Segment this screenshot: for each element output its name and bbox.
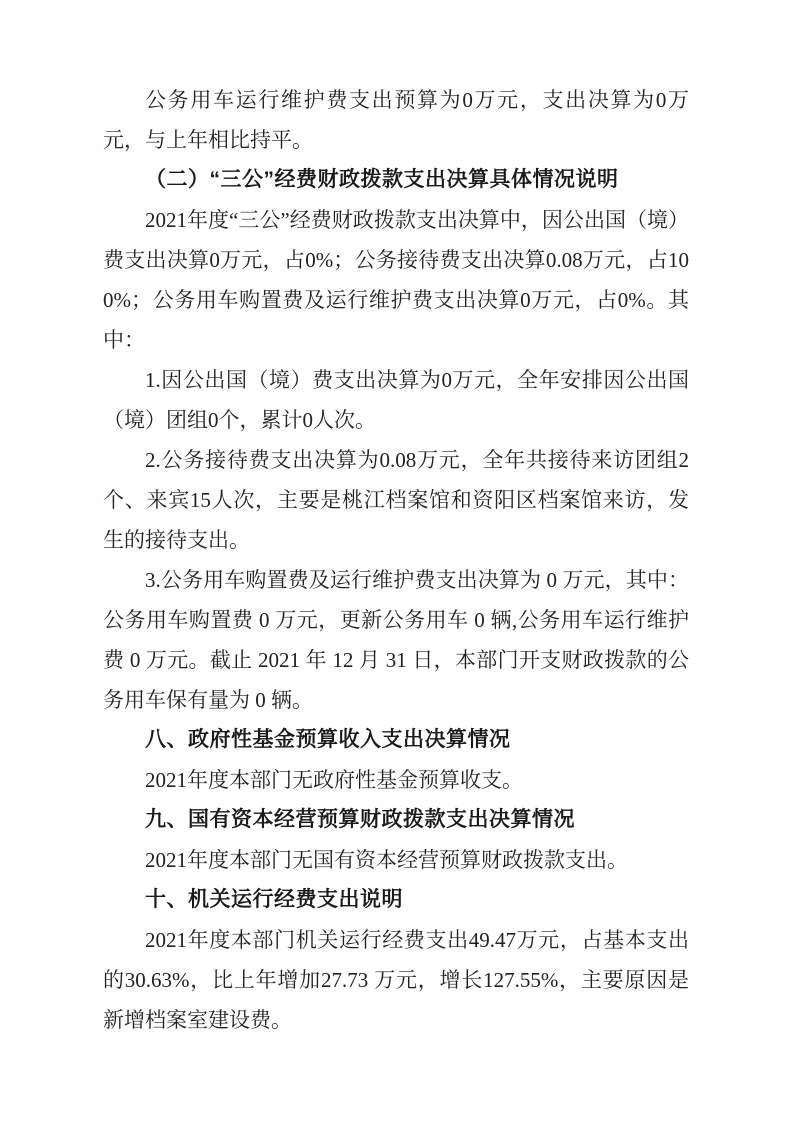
heading-section-8-gov-fund-budget: 八、政府性基金预算收入支出决算情况	[145, 728, 511, 751]
document-body	[103, 80, 689, 1040]
para-vehicle-maintenance-budget: 公务用车运行维护费支出预算为0万元，支出决算为0万元，与上年相比持平。	[103, 88, 689, 152]
heading-three-public-funds-detail: （二）“三公”经费财政拨款支出决算具体情况说明	[145, 168, 619, 191]
heading-section-9-state-capital: 九、国有资本经营预算财政拨款支出决算情况	[145, 808, 575, 831]
para-item2-reception-expense: 2.公务接待费支出决算为0.08万元，全年共接待来访团组2个、来宾15人次，主要是桃江档案馆和资阳区档案馆来访，发生的接待支出。	[103, 448, 689, 552]
para-state-capital: 2021年度本部门无国有资本经营预算财政拨款支出。	[145, 848, 628, 872]
para-gov-fund-budget: 2021年度本部门无政府性基金预算收支。	[145, 768, 523, 792]
para-item1-abroad-expense: 1.因公出国（境）费支出决算为0万元，全年安排因公出国（境）团组0个，累计0人次。	[103, 368, 689, 432]
heading-section-10-operating-expense: 十、机关运行经费支出说明	[145, 888, 403, 911]
para-three-public-summary: 2021年度“三公”经费财政拨款支出决算中，因公出国（境）费支出决算0万元，占0%；公务接待费支出决算0.08万元，占100%；公务用车购置费及运行维护费支出决算0万元，占0%。其中：	[103, 208, 689, 352]
para-operating-expense: 2021年度本部门机关运行经费支出49.47万元，占基本支出的30.63%，比上年增加27.73 万元，增长127.55%，主要原因是新增档案室建设费。	[103, 928, 689, 1032]
para-item3-vehicle-expense: 3.公务用车购置费及运行维护费支出决算为 0 万元，其中：公务用车购置费 0 万元，更新公务用车 0 辆,公务用车运行维护费 0 万元。截止 2021 年 12 月 31 日，本部门开支财政拨款的公务用车保有量为 0 辆。	[103, 568, 689, 712]
